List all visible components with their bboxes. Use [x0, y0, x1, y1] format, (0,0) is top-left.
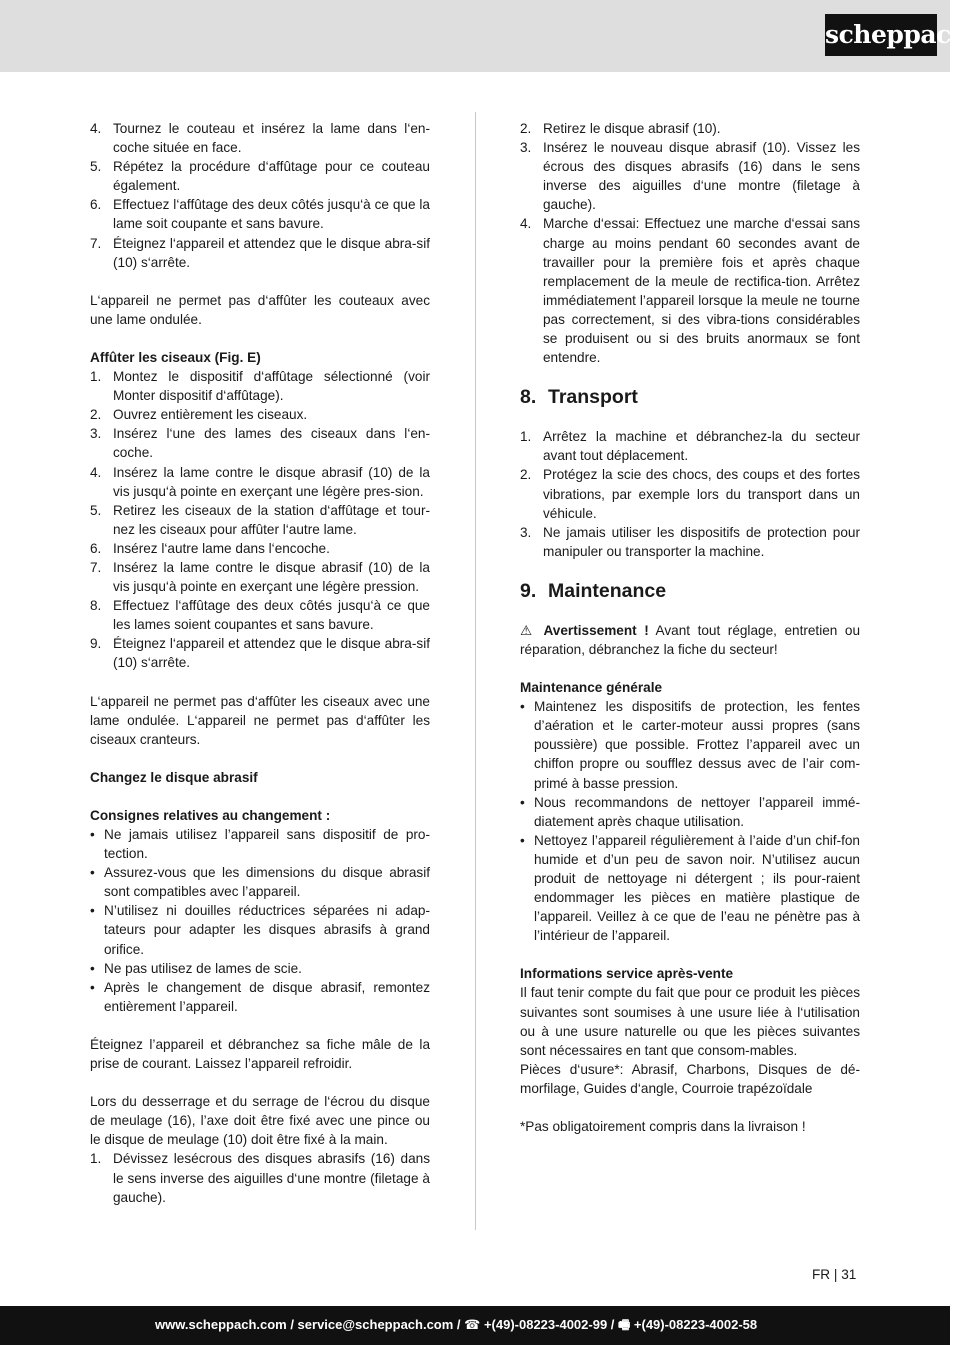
list-item: 4. Marche d‘essai: Effectuez une marche d‘essai sans charge au moins pendant 60 secondes avant de travailler pour la première fois et après chaque remplacement de la meule de rectifica-tion. Arrêtez immédiatement l’appareil lorsque la meule ne tourne pas correctement, si des vibra-tions considérables se produisent ou si des bruits anormaux se font entendre. — [520, 216, 860, 366]
transport-heading: 8. Transport — [520, 386, 638, 409]
list-item: 1. Dévissez lesécrous des disques abrasifs (16) dans le sens inverse des aiguilles d‘une montre (filetage à gauche). — [90, 1151, 430, 1205]
list-item: 9. Éteignez l‘appareil et attendez que le disque abra-sif (10) s‘arrête. — [90, 636, 430, 671]
warning-paragraph: ⚠ Avertissement ! Avant tout réglage, entretien ou réparation, débranchez la fiche du secteur! — [520, 622, 860, 657]
nut-note: Lors du desserrage et du serrage de l‘écrou du disque de meulage (16), l’axe doit être fixé avec une pince ou le disque de meulage (10) doit être fixé à la main. — [90, 1094, 430, 1148]
warning-icon: ⚠ — [520, 622, 536, 638]
list-item: 7. Insérez la lame contre le disque abrasif (10) de la vis jusqu‘à pointe en exerçant une légère pression. — [90, 559, 430, 595]
disc-steps-list — [520, 119, 860, 367]
general-maintenance-list — [520, 697, 860, 945]
list-item: • Assurez-vous que les dimensions du disque abrasif sont compatibles avec l’appareil. — [90, 865, 430, 900]
knife-steps-list — [90, 119, 430, 272]
list-item: 1. Arrêtez la machine et débranchez-la du secteur avant tout déplacement. — [520, 429, 860, 464]
nut-steps-list — [90, 1149, 430, 1206]
list-item: 4. Tournez le couteau et insérez la lame dans l‘en-coche située en face. — [90, 121, 430, 156]
transport-steps-list — [520, 427, 860, 561]
instructions-list — [90, 825, 430, 1016]
list-item: • Nous recommandons de nettoyer l’appareil immé-diatement après chaque utilisation. — [520, 794, 860, 829]
list-item: • Après le changement de disque abrasif, remontez entièrement l’appareil. — [90, 979, 430, 1014]
footnote: *Pas obligatoirement compris dans la livraison ! — [520, 1119, 806, 1135]
general-maintenance-heading: Maintenance générale — [520, 680, 663, 696]
switch-off-note: Éteignez l’appareil et débranchez sa fiche mâle de la prise de courant. Laissez l’appareil refroidir. — [90, 1036, 430, 1072]
list-item: 1. Montez le dispositif d‘affûtage sélectionné (voir Monter dispositif d‘affûtage). — [90, 369, 430, 404]
page-number: FR | 31 — [812, 1267, 857, 1282]
change-disc-heading: Changez le disque abrasif — [90, 769, 258, 785]
list-item: • Ne jamais utilisez l’appareil sans dispositif de pro-tection. — [90, 827, 430, 862]
scissors-note: L‘appareil ne permet pas d‘affûter les ciseaux avec une lame ondulée. L‘appareil ne permet pas d‘affûter les ciseaux cranteurs. — [90, 693, 430, 747]
footer-bar — [0, 1306, 950, 1345]
knife-note: L‘appareil ne permet pas d‘affûter les couteaux avec une lame ondulée. — [90, 292, 430, 327]
scissors-heading: Affûter les ciseaux (Fig. E) — [90, 349, 261, 365]
list-item: 3. Insérez l‘une des lames des ciseaux dans l‘en-coche. — [90, 426, 430, 461]
list-item: 2. Retirez le disque abrasif (10). — [520, 121, 721, 136]
list-item: • N’utilisez ni douilles réductrices séparées ni adap-tateurs pour adapter les disques abrasifs à grand orifice. — [90, 903, 430, 957]
list-item: 5. Retirez les ciseaux de la station d‘affûtage et tour-nez les ciseaux pour affûter l‘autre lame. — [90, 502, 430, 537]
list-item: 3. Ne jamais utiliser les dispositifs de protection pour manipuler ou transporter la machine. — [520, 524, 860, 559]
brand-logo: scheppach — [825, 14, 937, 56]
service-heading: Informations service après-vente — [520, 966, 734, 982]
list-item: 2. Ouvrez entièrement les ciseaux. — [90, 407, 308, 423]
list-item: • Maintenez les dispositifs de protection, les fentes d’aération et le carter-moteur aussi propres (sans poussière) que possible. Frottez l’appareil avec un chiffon propre ou soufflez dessus avec de l’air com-primé à basse pression. — [520, 699, 860, 791]
list-item: • Ne pas utilisez de lames de scie. — [90, 960, 302, 976]
footer-contact: www.scheppach.com / service@scheppach.com / ☎ +(49)-08223-4002-99 / 🖷 +(49)-08223-4002-58 — [155, 1317, 758, 1332]
header-band — [0, 0, 950, 72]
service-text: Il faut tenir compte du fait que pour ce produit les pièces suivantes sont soumises à une usure liée à l‘utilisation ou à une usure naturelle ou que les pièces suivantes sont nécessaires en tant que consom-mables. — [520, 985, 860, 1058]
list-item: 6. Insérez l‘autre lame dans l‘encoche. — [90, 540, 330, 556]
instructions-heading: Consignes relatives au changement : — [90, 807, 331, 823]
list-item: • Nettoyez l’appareil régulièrement à l’aide d’un chif-fon humide et d’un peu de savon noir. N’utilisez aucun produit de nettoyage ni détergent ; ils pour-raient endommager les pièces en matière plastique de l’appareil. Veillez à ce que de l’eau ne pénètre pas à l’intérieur de l’appareil. — [520, 832, 860, 944]
scissors-steps-list — [90, 367, 430, 673]
list-item: 4. Insérez la lame contre le disque abrasif (10) de la vis jusqu‘à pointe en exerçant une légère pres-sion. — [90, 464, 430, 499]
wear-parts: Pièces d‘usure*: Abrasif, Charbons, Disques de dé-morfilage, Guides d‘angle, Courroie trapézoïdale — [520, 1061, 860, 1096]
list-item: 8. Effectuez l‘affûtage des deux côtés jusqu‘à ce que les lames soient coupantes et sans bavure. — [90, 598, 430, 633]
list-item: 5. Répétez la procédure d‘affûtage pour ce couteau également. — [90, 159, 430, 194]
list-item: 2. Protégez la scie des chocs, des coups et des fortes vibrations, par exemple lors du transport dans un véhicule. — [520, 467, 860, 521]
column-divider — [475, 112, 476, 1230]
left-column — [90, 119, 430, 1207]
list-item: 7. Éteignez l‘appareil et attendez que le disque abra-sif (10) s‘arrête. — [90, 235, 430, 270]
right-column — [520, 119, 860, 1136]
list-item: 6. Effectuez l‘affûtage des deux côtés jusqu‘à ce que la lame soit coupante et sans bavure. — [90, 197, 430, 232]
maintenance-heading: 9. Maintenance — [520, 579, 667, 602]
list-item: 3. Insérez le nouveau disque abrasif (10). Vissez les écrous des disques abrasifs (16) dans le sens inverse des aiguilles d‘une montre (filetage à gauche). — [520, 140, 860, 213]
